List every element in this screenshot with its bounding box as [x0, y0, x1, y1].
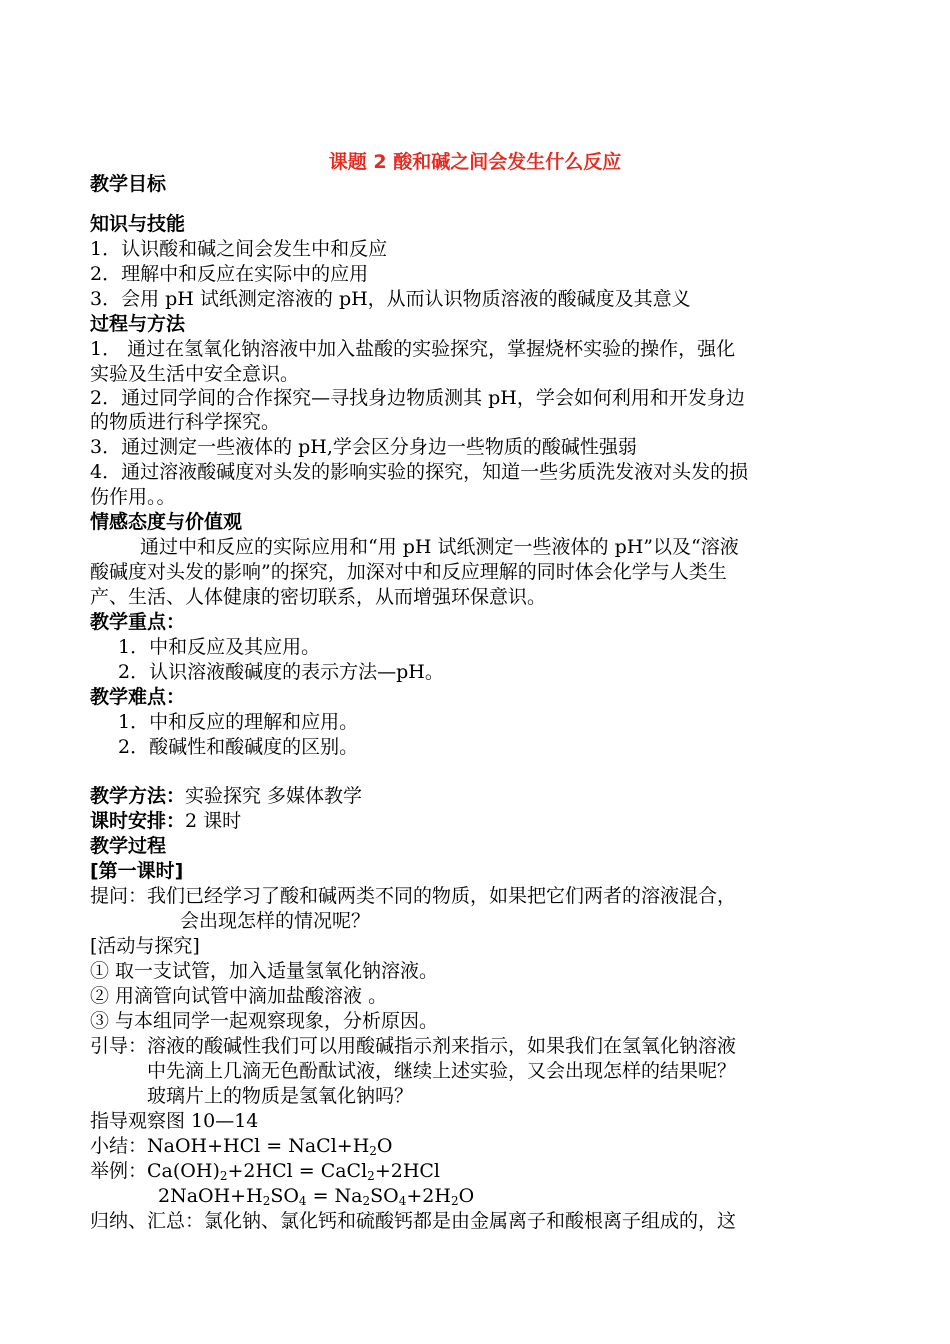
activity-step: ③ 与本组同学一起观察现象，分析原因。 — [90, 1010, 439, 1032]
page-title: 课题 2 酸和碱之间会发生什么反应 — [328, 151, 622, 173]
activity-step: ① 取一支试管，加入适量氢氧化钠溶液。 — [90, 960, 439, 982]
difficulty-item: 2．酸碱性和酸碱度的区别。 — [118, 736, 359, 758]
heading-process: 过程与方法 — [90, 313, 186, 335]
schedule-value: 2 课时 — [185, 810, 242, 832]
guide-label: 引导： — [90, 1035, 148, 1057]
method-value: 实验探究 多媒体教学 — [185, 785, 363, 807]
question-line — [90, 884, 870, 909]
knowledge-item: 1．认识酸和碱之间会发生中和反应 — [90, 238, 388, 260]
guide-continuation: 中先滴上几滴无色酚酞试液，继续上述实验，又会出现怎样的结果呢？ — [147, 1060, 737, 1082]
key-point-item: 2．认识溶液酸碱度的表示方法—pH。 — [118, 661, 444, 683]
example-equation-2: $2NaOH+H_2SO_4 = Na_2SO_4+2H_2O$ — [158, 1185, 475, 1208]
heading-knowledge: 知识与技能 — [90, 213, 186, 235]
method-line — [90, 784, 870, 809]
heading-difficulties: 教学难点： — [90, 686, 186, 708]
process-line: 1． 通过在氢氧化钠溶液中加入盐酸的实验探究，掌握烧杯实验的操作，强化 — [90, 338, 736, 360]
knowledge-item: 3．会用 pH 试纸测定溶液的 pH，从而认识物质溶液的酸碱度及其意义 — [90, 288, 691, 310]
example-line — [90, 1159, 870, 1184]
heading-procedure: 教学过程 — [90, 835, 167, 857]
heading-lesson-1: [第一课时] — [90, 860, 184, 882]
emotion-line: 酸碱度对头发的影响”的探究，加深对中和反应理解的同时体会化学与人类生 — [90, 561, 727, 583]
knowledge-item: 2．理解中和反应在实际中的应用 — [90, 263, 369, 285]
example-label: 举例： — [90, 1160, 148, 1182]
method-label: 教学方法： — [90, 785, 186, 807]
activity-step: ② 用滴管向试管中滴加盐酸溶液 。 — [90, 985, 388, 1007]
process-line: 伤作用。。 — [90, 486, 176, 508]
question-text: 我们已经学习了酸和碱两类不同的物质，如果把它们两者的溶液混合， — [147, 885, 737, 907]
schedule-label: 课时安排： — [90, 810, 186, 832]
heading-key-points: 教学重点： — [90, 611, 186, 633]
guide-text: 溶液的酸碱性我们可以用酸碱指示剂来指示，如果我们在氢氧化钠溶液 — [147, 1035, 737, 1057]
conclusion-line: 归纳、汇总：氯化钠、氯化钙和硫酸钙都是由金属离子和酸根离子组成的，这 — [90, 1210, 737, 1232]
summary-line — [90, 1134, 870, 1159]
summary-label: 小结： — [90, 1135, 148, 1157]
summary-equation: NaOH+HCl = $NaCl+H_2O$ — [147, 1135, 393, 1158]
guide-continuation: 玻璃片上的物质是氢氧化钠吗？ — [147, 1085, 414, 1107]
process-line: 4．通过溶液酸碱度对头发的影响实验的探究，知道一些劣质洗发液对头发的损 — [90, 461, 749, 483]
question-label: 提问： — [90, 885, 148, 907]
emotion-line: 产、生活、人体健康的密切联系，从而增强环保意识。 — [90, 586, 547, 608]
process-line: 的物质进行科学探究。 — [90, 411, 281, 433]
key-point-item: 1．中和反应及其应用。 — [118, 636, 321, 658]
observe-line: 指导观察图 10—14 — [90, 1110, 259, 1132]
guide-line — [90, 1034, 870, 1059]
emotion-line: 通过中和反应的实际应用和“用 pH 试纸测定一些液体的 pH”以及“溶液 — [140, 536, 739, 558]
process-line: 2．通过同学间的合作探究—寻找身边物质测其 pH，学会如何利用和开发身边 — [90, 387, 745, 409]
example-equation-1: $Ca(OH)_2+2HCl$ = CaCl$_2$+2HCl — [147, 1160, 441, 1183]
process-line: 3．通过测定一些液体的 pH,学会区分身边一些物质的酸碱性强弱 — [90, 436, 637, 458]
heading-emotion: 情感态度与价值观 — [90, 511, 243, 533]
question-continuation: 会出现怎样的情况呢？ — [180, 910, 371, 932]
heading-objectives: 教学目标 — [90, 173, 167, 195]
schedule-line — [90, 809, 870, 834]
difficulty-item: 1．中和反应的理解和应用。 — [118, 711, 359, 733]
activity-label: [活动与探究] — [90, 935, 200, 957]
process-line: 实验及生活中安全意识。 — [90, 363, 300, 385]
